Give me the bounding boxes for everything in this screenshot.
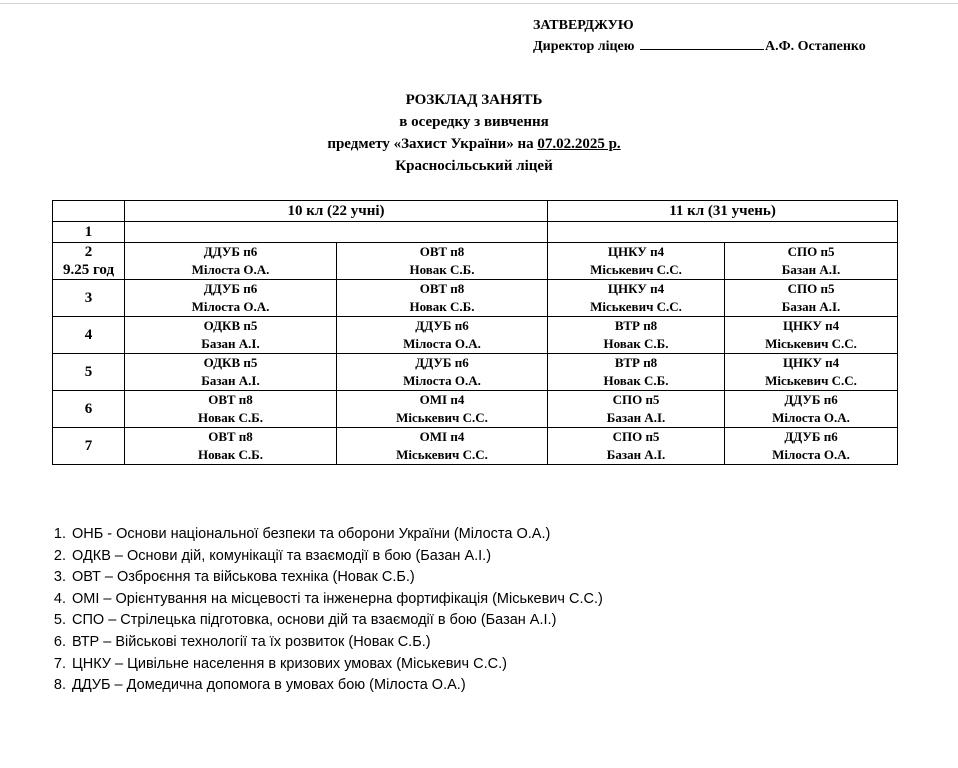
lesson-cell [725,428,898,465]
lesson-number: 7 [84,438,93,454]
approval-title: ЗАТВЕРДЖУЮ [533,18,634,33]
lesson-teacher: Міськевич С.С. [765,336,857,351]
table-row [53,243,898,280]
lesson-subject: ОВТ п8 [419,244,465,259]
lesson-cell [337,243,548,280]
legend-item: 4. ОМІ – Орієнтування на місцевості та інженерна фортифікація (Міськевич С.С.) [70,589,603,611]
lesson-cell [725,391,898,428]
lesson-number: 1 [84,224,93,240]
lesson-teacher: Міськевич С.С. [765,373,857,388]
lesson-cell [337,391,548,428]
heading-subtitle: в осередку з вивчення [399,114,549,130]
lesson-subject: ОДКВ п5 [203,355,258,370]
heading-date: 07.02.2025 р. [537,136,621,152]
lesson-number-cell [53,280,125,317]
lesson-cell [125,428,337,465]
lesson-cell [725,243,898,280]
lesson-teacher: Мілоста О.А. [403,336,481,351]
lesson-subject: ВТР п8 [614,318,658,333]
lesson-teacher: Мілоста О.А. [403,373,481,388]
lesson-subject: ЦНКУ п4 [607,244,665,259]
lesson-number-cell [53,222,125,243]
lesson-cell [337,354,548,391]
lesson-subject: ОМІ п4 [419,429,465,444]
lesson-teacher: Новак С.Б. [603,336,669,351]
lesson-teacher: Базан А.І. [781,299,841,314]
lesson-subject: ВТР п8 [614,355,658,370]
lesson-teacher: Мілоста О.А. [772,447,850,462]
lesson-number: 5 [84,364,93,380]
empty-cell-class-10 [125,222,548,243]
legend-item: 7. ЦНКУ – Цивільне населення в кризових умовах (Міськевич С.С.) [70,654,603,676]
lesson-number-cell [53,391,125,428]
heading-subject-line [274,133,674,155]
lesson-cell [548,428,725,465]
abbreviation-legend [52,524,603,697]
header-corner-cell [53,201,125,222]
legend-item: 2. ОДКВ – Основи дій, комунікації та взаємодії в бою (Базан А.І.) [70,546,603,568]
lesson-teacher: Новак С.Б. [409,262,475,277]
legend-item: 6. ВТР – Військові технології та їх розвиток (Новак С.Б.) [70,632,603,654]
lesson-subject: ОДКВ п5 [203,318,258,333]
lesson-cell [125,354,337,391]
lesson-subject: СПО п5 [787,244,835,259]
lesson-teacher: Новак С.Б. [197,410,264,425]
header-class-10: 10 кл (22 учні) [125,201,548,222]
lesson-cell [725,354,898,391]
approval-signature-line [533,36,866,57]
approval-block [533,16,866,57]
lesson-cell [337,428,548,465]
lesson-subject: ЦНКУ п4 [782,318,840,333]
lesson-time: 9.25 год [62,262,115,278]
lesson-cell [125,280,337,317]
page-top-divider [0,3,958,4]
lesson-subject: СПО п5 [612,392,660,407]
legend-item: 5. СПО – Стрілецька підготовка, основи дій та взаємодії в бою (Базан А.І.) [70,610,603,632]
table-row [53,317,898,354]
lesson-teacher: Базан А.І. [201,336,260,351]
lesson-number-cell [53,243,125,280]
legend-item: 1. ОНБ - Основи національної безпеки та оборони України (Мілоста О.А.) [70,524,603,546]
lesson-teacher: Мілоста О.А. [191,262,270,277]
lesson-teacher: Міськевич С.С. [590,299,682,314]
lesson-teacher: Новак С.Б. [409,299,475,314]
lesson-teacher: Міськевич С.С. [590,262,682,277]
lesson-number-cell [53,354,125,391]
lesson-cell [548,243,725,280]
lesson-subject: ДДУБ п6 [415,318,469,333]
lesson-cell [548,391,725,428]
lesson-number-cell [53,428,125,465]
lesson-subject: ДДУБ п6 [203,281,258,296]
table-row [53,222,898,243]
lesson-cell [125,391,337,428]
lesson-number: 3 [84,290,93,306]
lesson-subject: СПО п5 [787,281,835,296]
lesson-cell [548,280,725,317]
lesson-number: 4 [84,327,93,343]
table-row [53,354,898,391]
lesson-subject: ОВТ п8 [419,281,465,296]
legend-item: 3. ОВТ – Озброєння та військова техніка (Новак С.Б.) [70,567,603,589]
lesson-subject: ДДУБ п6 [415,355,469,370]
empty-cell-class-11 [548,222,898,243]
lesson-teacher: Базан А.І. [201,373,260,388]
lesson-subject: ДДУБ п6 [784,429,838,444]
lesson-teacher: Базан А.І. [781,262,841,277]
lesson-number: 2 [84,244,93,260]
heading-title: РОЗКЛАД ЗАНЯТЬ [405,92,543,108]
lesson-subject: ДДУБ п6 [203,244,258,259]
lesson-cell [548,354,725,391]
lesson-teacher: Мілоста О.А. [772,410,850,425]
lesson-cell [125,243,337,280]
lesson-cell [725,317,898,354]
lesson-cell [337,280,548,317]
table-row [53,391,898,428]
lesson-subject: ДДУБ п6 [784,392,838,407]
lesson-teacher: Новак С.Б. [603,373,669,388]
lesson-teacher: Базан А.І. [606,410,666,425]
heading-school: Красносільський ліцей [395,158,553,174]
lesson-teacher: Новак С.Б. [197,447,264,462]
lesson-subject: СПО п5 [612,429,660,444]
lesson-number-cell [53,317,125,354]
schedule-body [53,201,898,465]
lesson-cell [125,317,337,354]
lesson-subject: ЦНКУ п4 [782,355,840,370]
lesson-teacher: Мілоста О.А. [191,299,270,314]
schedule-heading [274,89,674,177]
signature-blank [640,36,764,50]
lesson-teacher: Міськевич С.С. [396,447,488,462]
lesson-teacher: Міськевич С.С. [396,410,488,425]
lesson-subject: ОМІ п4 [419,392,465,407]
lesson-subject: ОВТ п8 [208,429,253,444]
header-class-11: 11 кл (31 учень) [548,201,898,222]
table-row [53,280,898,317]
legend-item: 8. ДДУБ – Домедична допомога в умовах бою (Мілоста О.А.) [70,675,603,697]
lesson-teacher: Базан А.І. [606,447,666,462]
heading-subject: предмету «Захист України» на [327,136,538,152]
lesson-cell [725,280,898,317]
lesson-cell [337,317,548,354]
lesson-cell [548,317,725,354]
lesson-number: 6 [84,401,93,417]
schedule-table [52,200,898,465]
lesson-subject: ОВТ п8 [208,392,253,407]
lesson-subject: ЦНКУ п4 [607,281,665,296]
approval-position: Директор ліцею [533,39,635,54]
table-row [53,428,898,465]
table-header-row [53,201,898,222]
approval-name: А.Ф. Остапенко [764,39,866,54]
